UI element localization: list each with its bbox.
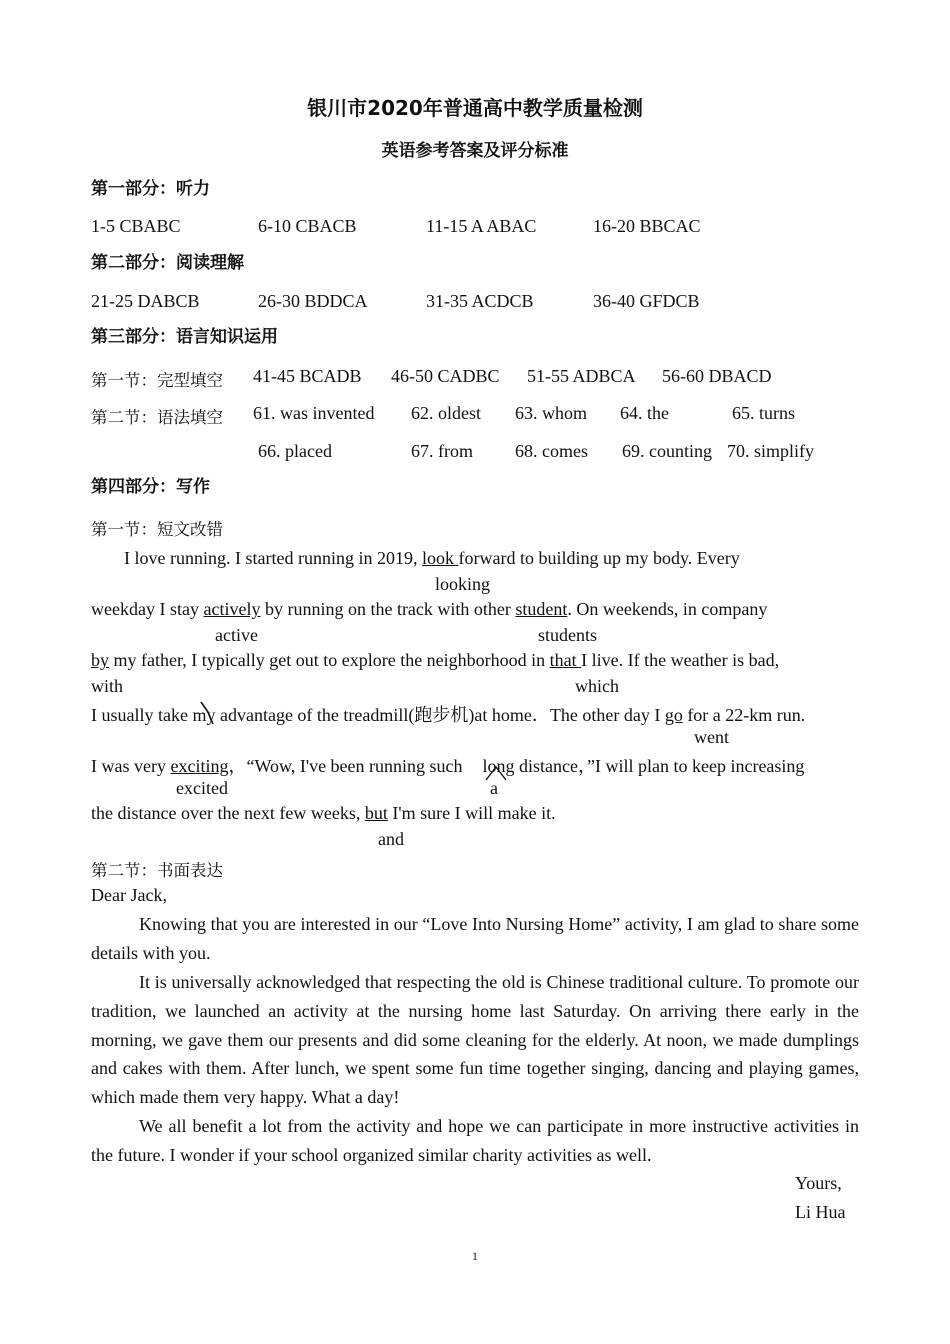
error-word: go	[664, 705, 683, 725]
error-word: exciting	[170, 756, 229, 776]
correction-word: active	[215, 625, 258, 645]
answer-group: 16-20 BBCAC	[593, 216, 701, 236]
error-word: actively	[203, 599, 261, 619]
answer-group: 46-50 CADBC	[391, 366, 500, 386]
answer-group: 21-25 DABCB	[91, 291, 200, 311]
part3-heading: 第三部分：语言知识运用	[91, 327, 278, 347]
correction-word: and	[378, 829, 404, 849]
answer-group: 11-15 A ABAC	[426, 216, 537, 236]
error-word: but	[364, 803, 388, 823]
correction-word: looking	[435, 574, 491, 594]
section-label: 第二节：书面表达	[91, 861, 223, 880]
part1-heading: 第一部分：听力	[91, 179, 210, 199]
correction-line: the distance over the next few weeks, but I'm sure I will make it.	[91, 803, 556, 823]
correction-word: with	[91, 676, 124, 696]
letter-closing: Yours,	[795, 1173, 842, 1193]
answer-group: 56-60 DBACD	[662, 366, 772, 386]
error-word: that	[549, 650, 582, 670]
grammar-answer: 63. whom	[515, 403, 587, 423]
letter-paragraph: We all benefit a lot from the activity and hope we can participate in more instructive activities in the future. I wonder if your school organized similar charity activities as well.	[91, 1116, 859, 1165]
correction-line: I love running. I started running in 2019, look forward to building up my body. Every	[124, 548, 740, 568]
grammar-answer: 66. placed	[258, 441, 332, 461]
grammar-answer: 65. turns	[732, 403, 795, 423]
error-word: student	[515, 599, 568, 619]
correction-word: students	[538, 625, 598, 645]
grammar-answer: 64. the	[620, 403, 669, 423]
correction-word: went	[694, 727, 729, 747]
correction-line: I usually take my advantage of the treadmill(跑步机)at home．The other day I go for a 22-km run.	[91, 705, 806, 725]
correction-word: which	[575, 676, 619, 696]
section-label: 第一节：完型填空	[91, 371, 223, 390]
letter-paragraph: It is universally acknowledged that respecting the old is Chinese traditional culture. To promote our tradition, we launched an activity at the nursing home last Saturday. On arriving there early in the morning, we gave them our presents and did some cleaning for the elderly. At noon, we made dumplings and cakes with them. After lunch, we spent some fun time together singing, dancing and playing games, which made them very happy. What a day!	[91, 972, 859, 1108]
correction-word: a	[490, 778, 498, 798]
grammar-answer: 70. simplify	[727, 441, 815, 461]
grammar-answer: 67. from	[411, 441, 473, 461]
answer-group: 31-35 ACDCB	[426, 291, 534, 311]
correction-word: excited	[176, 778, 228, 798]
part4-heading: 第四部分：写作	[91, 477, 210, 497]
correction-line: weekday I stay actively by running on the track with other student. On weekends, in company	[91, 599, 768, 619]
deletion-mark-icon	[198, 700, 218, 726]
grammar-answer: 61. was invented	[253, 403, 375, 423]
letter-signature: Li Hua	[795, 1202, 846, 1222]
grammar-answer: 62. oldest	[411, 403, 481, 423]
answer-group: 26-30 BDDCA	[258, 291, 368, 311]
correction-line: I was very exciting，“Wow, I've been running such long distance，”I will plan to keep increasing	[91, 756, 805, 776]
page-number: 1	[472, 1249, 478, 1263]
grammar-answer: 69. counting	[622, 441, 712, 461]
section-label: 第一节：短文改错	[91, 520, 223, 539]
letter-greeting: Dear Jack,	[91, 885, 167, 905]
answer-group: 41-45 BCADB	[253, 366, 362, 386]
document-subtitle: 英语参考答案及评分标准	[381, 141, 569, 161]
answer-group: 36-40 GFDCB	[593, 291, 700, 311]
section-label: 第二节：语法填空	[91, 408, 223, 427]
part2-heading: 第二部分：阅读理解	[91, 253, 244, 273]
letter-paragraph: Knowing that you are interested in our “Love Into Nursing Home” activity, I am glad to share some details with you.	[91, 914, 859, 963]
error-word: look	[421, 548, 459, 568]
document-title: 银川市2020年普通高中教学质量检测	[307, 96, 643, 120]
correction-line: by my father, I typically get out to explore the neighborhood in that I live. If the weather is bad,	[91, 650, 780, 670]
error-word: by	[91, 650, 109, 670]
answer-group: 6-10 CBACB	[258, 216, 357, 236]
grammar-answer: 68. comes	[515, 441, 588, 461]
answer-group: 51-55 ADBCA	[527, 366, 636, 386]
answer-group: 1-5 CBABC	[91, 216, 181, 236]
